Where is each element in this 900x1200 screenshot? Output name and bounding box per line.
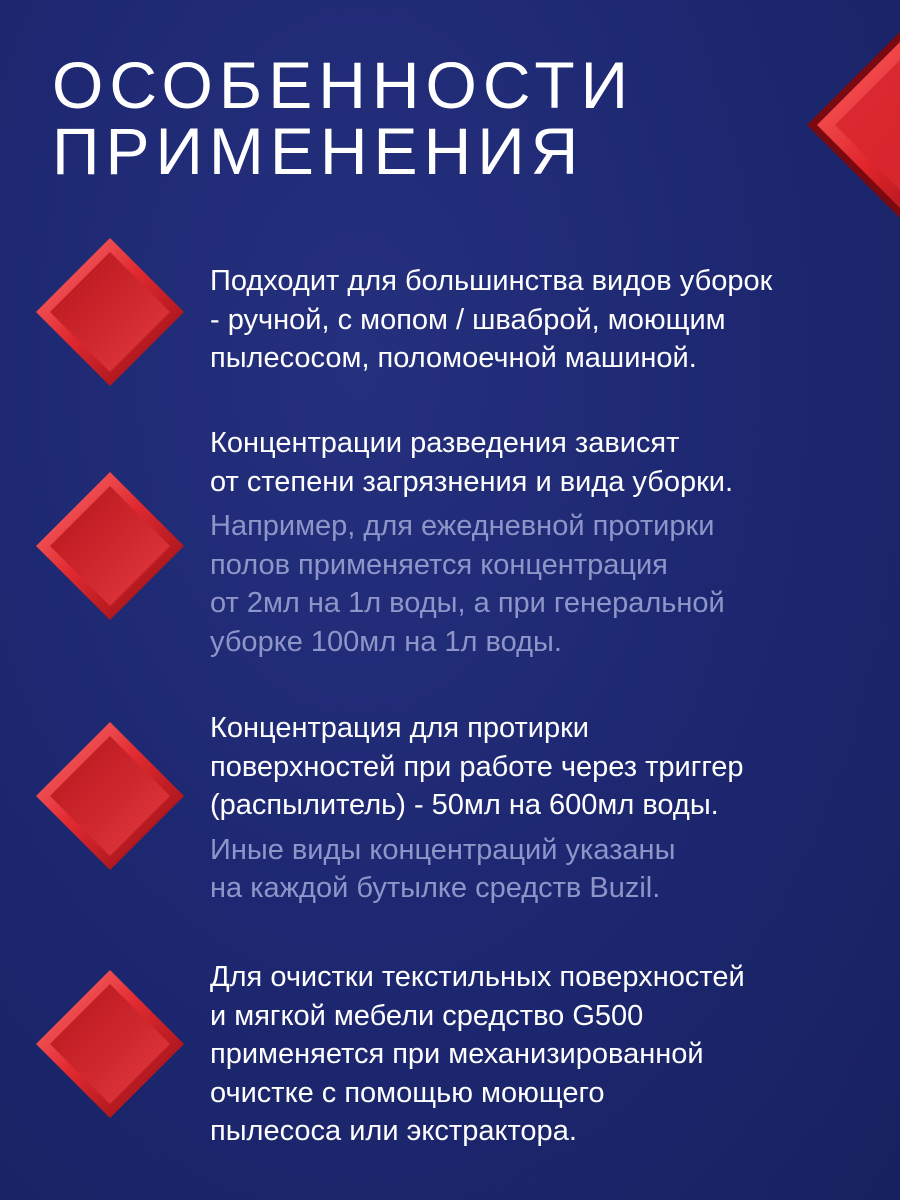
item-2-diamond-icon [34,470,186,622]
feature-item-4-text: Для очистки текстильных поверхностей и мягкой мебели средство G500 применяется при механизированной очистке с помощью моющего пылесоса или экстрактора. [210,961,745,1147]
feature-item-2 [210,424,880,661]
item-1-diamond-icon [34,236,186,388]
corner-diamond-icon [805,25,900,225]
feature-item-4 [210,958,880,1151]
page-title-line-2: ПРИМЕНЕНИЯ [52,114,585,188]
feature-item-3-note: Иные виды концентраций указаны на каждой бутылке средств Buzil. [210,833,676,904]
feature-item-2-text: Концентрации разведения зависят от степени загрязнения и вида уборки. [210,427,734,498]
page-title-line-1: ОСОБЕННОСТИ [52,48,635,122]
feature-item-3 [210,709,880,908]
feature-item-1-text: Подходит для большинства видов уборок - ручной, с мопом / шваброй, моющим пылесосом, поломоечной машиной. [210,265,773,374]
page-title [52,48,635,188]
item-4-diamond-icon [34,968,186,1120]
feature-item-1 [210,262,880,378]
feature-item-3-text: Концентрация для протирки поверхностей при работе через триггер (распылитель) - 50мл на 600мл воды. [210,712,744,821]
item-3-diamond-icon [34,720,186,872]
feature-item-2-note: Например, для ежедневной протирки полов применяется концентрация от 2мл на 1л воды, а при генеральной уборке 100мл на 1л воды. [210,510,725,658]
